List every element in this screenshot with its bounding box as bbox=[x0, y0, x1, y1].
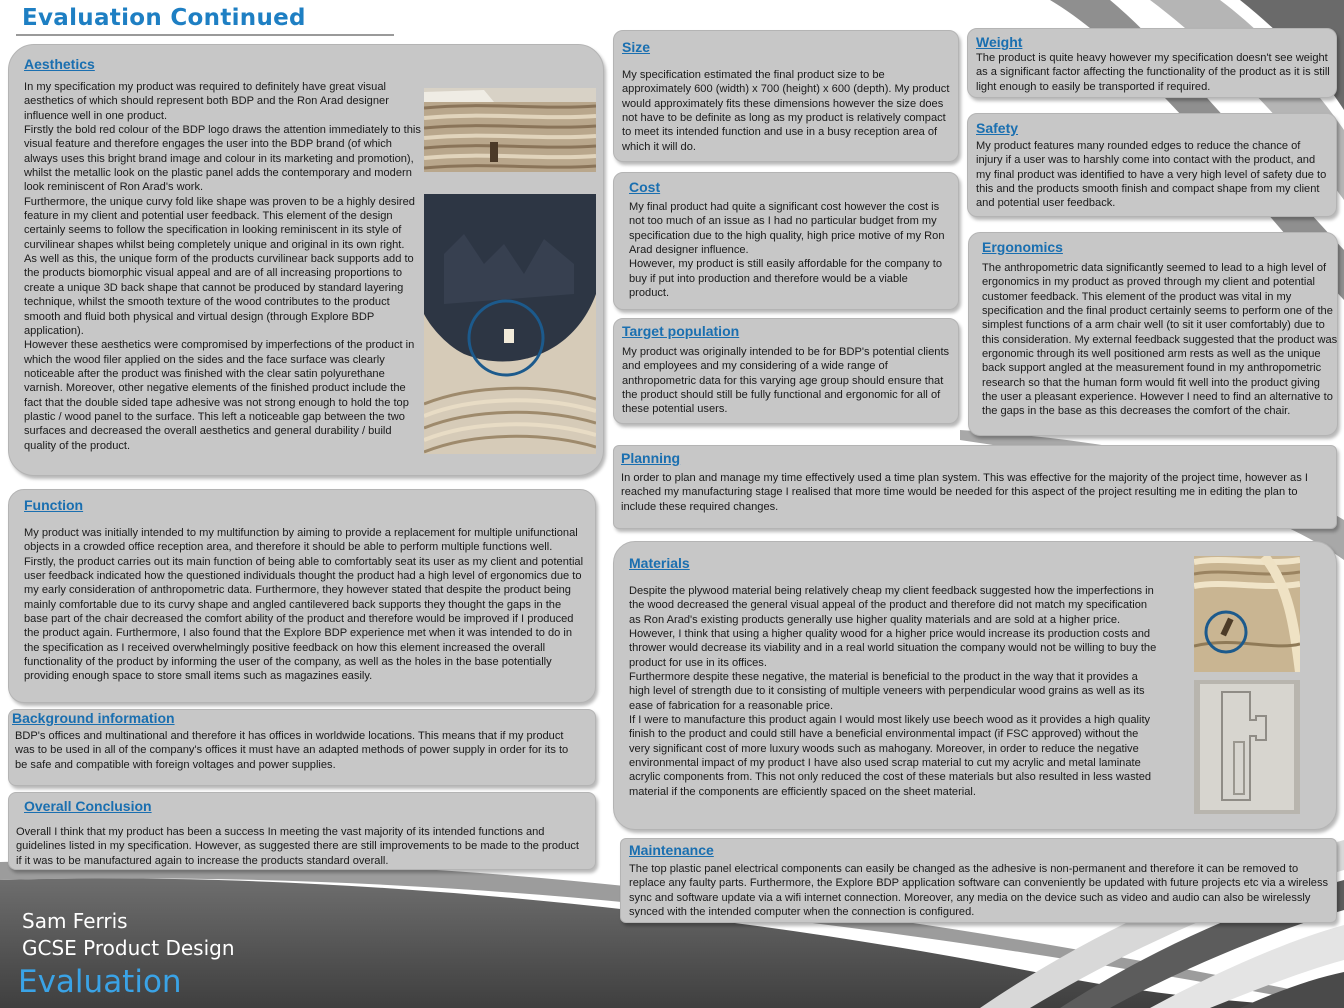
planning-text: In order to plan and manage my time effectively used a time plan system. This was effective for the majority of the project time, however as I reached my manufacturing stage I realised that more time would be needed for this aspect of the project resulting me in editing the plan to include these required changes. bbox=[621, 472, 1308, 513]
weight-panel bbox=[967, 28, 1337, 98]
weight-text: The product is quite heavy however my specification doesn't see weight as a significant factor affecting the functionality of the product as it is still light enough to easily be transported if required. bbox=[976, 52, 1330, 93]
background-information-text: BDP's offices and multinational and therefore it has offices in worldwide locations. This means that if my product was to be used in all of the company's offices it must have an adapted methods of power supply in order for its to be safe and compatible with foreign voltages and power supplies. bbox=[15, 730, 569, 771]
target-population-heading: Target population bbox=[622, 323, 740, 339]
function-text: My product was initially intended to my multifunction by aiming to provide a replacement for multiple unifunctional objects in a crowded office reception area, and therefore it should be able to perform multiple functions well. Firstly, the product carries out its main function of being able to comfortably seat its user as my client and potential user feedback indicated how the questioned individuals thought the product had a high level of ergonomics due to my early consideration of anthropometric data. Furthermore, they however stated that despite the product being mainly comfortable due to its curvy shape and angled cantilevered back supports they thought the gaps in the base part of the chair decreased the comfort ability of the product and therefore would be improved if I produced the product again. Furthermore, I also found that the Explore BDP experience met when it was intended to do in the specification as I received overwhelmingly positive feedback on how this element increased the overall functionality of the product by informing the user of the company, as well as the holes in the base potentially providing enough space to store small items such as magazines easily. bbox=[24, 527, 584, 683]
aesthetics-text bbox=[24, 80, 424, 453]
planning-panel bbox=[613, 445, 1337, 529]
target-population-panel bbox=[613, 318, 959, 424]
size-panel bbox=[613, 30, 959, 162]
materials-paragraph-2: Furthermore despite these negative, the material is beneficial to the product in the way that it provides a high level of strength due to it consisting of multiple veneers with perpendicular wood grains as well as its ease of fabrication for a reasonable price. bbox=[629, 671, 1145, 712]
aesthetics-paragraph-1: In my specification my product was required to definitely have great visual aesthetics of which should represent both BDP and the Ron Arad designer influence well in one product. bbox=[24, 81, 389, 122]
overall-conclusion-text: Overall I think that my product has been a success In meeting the vast majority of its intended functions and guidelines listed in my specification. However, as suggested there are still improvements to be made to the product if it was to be manufactured again to increase the products standard overall. bbox=[16, 826, 579, 867]
safety-panel bbox=[967, 113, 1337, 217]
ergonomics-panel bbox=[968, 232, 1338, 436]
cost-paragraph-1: My final product had quite a significant cost however the cost is not too much of an issue as I had no particular budget from my specification due to the high quality, high price motive of my Ron Arad designer influence. bbox=[629, 201, 945, 257]
author-name: Sam Ferris bbox=[22, 909, 128, 933]
aesthetics-heading: Aesthetics bbox=[24, 56, 95, 72]
acrylic-component-photo bbox=[1194, 680, 1300, 814]
aesthetics-paragraph-3: Furthermore, the unique curvy fold like shape was proven to be a highly desired feature in my client and potential user feedback. This element of the design certainly seems to follow the specification in looking reminiscent in its style of curvilinear shapes whilst being completely unique and original in its own right. bbox=[24, 195, 415, 251]
surface-detail-photo bbox=[424, 194, 596, 454]
course-name: GCSE Product Design bbox=[22, 936, 235, 960]
plywood-detail-photo bbox=[1194, 556, 1300, 672]
wood-layers-photo bbox=[424, 88, 596, 172]
size-heading: Size bbox=[622, 39, 651, 55]
cost-heading: Cost bbox=[629, 179, 661, 195]
ergonomics-text: The anthropometric data significantly seemed to lead to a high level of ergonomics in my product as proved through my client and potential customer feedback. This element of the product was vital in my specification and the final product certainly seems to perform one of the simplest functions of a arm chair well (to sit it user comfortably) due to this consideration. My external feedback suggested that the product was ergonomic through its well positioned arm rests as well as the unique back support angled at the measurement found in my anthropometric research so that the human form would fit well into the product giving the user a pleasant experience. However I need to find an alternative to the gaps in the base as this decreases the comfort of the chair. bbox=[982, 262, 1338, 418]
size-text: My specification estimated the final product size to be approximately 600 (width) x 700 (height) x 600 (depth). My product would approximately fits these dimensions however the size does not have to be definite as long as my product is relatively compact to meet its intended function and use in a busy reception area of which it will do. bbox=[622, 69, 950, 153]
target-population-text: My product was originally intended to be for BDP's potential clients and employees and my considering of a wide range of anthropometric data for this varying age group should ensure that the product should still be fully functional and ergonomic for all of these potential users. bbox=[622, 346, 950, 416]
planning-heading: Planning bbox=[621, 450, 681, 466]
cost-text bbox=[629, 200, 947, 300]
aesthetics-paragraph-2: Firstly the bold red colour of the BDP logo draws the attention immediately to this visual feature and therefore engages the user into the BDP brand (of which always uses this bright brand image and colour in its marketing and promotion), whilst the metallic look on the plastic panel adds the contemporary and modern look reminiscent of Ron Arad's work. bbox=[24, 124, 421, 194]
function-panel bbox=[8, 489, 596, 703]
function-heading: Function bbox=[24, 497, 84, 513]
aesthetics-paragraph-5: However these aesthetics were compromised by imperfections of the product in which the wood filer applied on the sides and the face surface was clearly noticeable after the product was finished with the clear satin polyurethane varnish. Moreover, other negative elements of the finished product include the fact that the double sided tape adhesive was not strong enough to hold the top plastic / wood panel to the surface. This left a noticeable gap between the two surfaces and decreased the overall aesthetics and general durability / build quality of the product. bbox=[24, 339, 415, 452]
maintenance-heading: Maintenance bbox=[629, 842, 714, 858]
materials-paragraph-1: Despite the plywood material being relatively cheap my client feedback suggested how the imperfections in the wood decreased the general visual appeal of the product and therefore did not match my specification as Ron Arad's existing products generally use higher quality materials and are sold at a higher price. However, I think that using a higher quality wood for a higher price would increase its production costs and thrower would decrease its viability and in a real world situation the company would not be willing to buy the product for use in its offices. bbox=[629, 585, 1157, 669]
maintenance-text: The top plastic panel electrical components can easily be changed as the adhesive is non-permanent and therefore it can be removed to replace any faulty parts. Furthermore, the Explore BDP application software can conveniently be updated with future projects etc via a wireless sync and software update via a wifi internet connection. Moreover, any media on the device such as video and audio can also be wirelessly synced with the intended computer when the connection is configured. bbox=[629, 863, 1329, 919]
overall-conclusion-heading: Overall Conclusion bbox=[24, 798, 152, 814]
materials-text bbox=[629, 584, 1157, 799]
weight-heading: Weight bbox=[976, 34, 1023, 50]
cost-panel bbox=[613, 172, 959, 310]
section-title: Evaluation bbox=[18, 964, 182, 1000]
title-underline bbox=[16, 34, 394, 36]
materials-paragraph-3: If I were to manufacture this product again I would most likely use beech wood as it provides a high quality finish to the product and could still have a beneficial environmental impact (if FSC approved) without the very significant cost of more luxury woods such as mahogany. Moreover, in order to reduce the negative environmental impact of my product I have also used scrap material to cut my acrylic and metal laminate acrylic components from. This not only reduced the cost of these materials but also resulted in less wasted material if the components are efficiently spaced on the sheet material. bbox=[629, 714, 1152, 798]
safety-text: My product features many rounded edges to reduce the chance of injury if a user was to harshly come into contact with the product, and my final product was identified to have a very high level of safety due to this and the products smooth finish and compact shape from my client and potential user feedback. bbox=[976, 140, 1327, 210]
materials-heading: Materials bbox=[629, 555, 690, 571]
maintenance-panel bbox=[620, 838, 1337, 923]
ergonomics-heading: Ergonomics bbox=[982, 239, 1063, 255]
cost-paragraph-2: However, my product is still easily affordable for the company to buy if put into production and therefore would be a viable product. bbox=[629, 258, 943, 300]
overall-conclusion-panel bbox=[8, 792, 596, 870]
aesthetics-paragraph-4: As well as this, the unique form of the products curvilinear back supports add to the products biomorphic visual appeal and are of all increasing proportions to create a unique 3D back shape that cannot be produced by standard layering technique, whilst the smooth texture of the wood contributes to the product smooth and fluid both physical and virtual design (through Explore BDP application). bbox=[24, 253, 414, 337]
page-title: Evaluation Continued bbox=[22, 5, 306, 31]
background-information-panel bbox=[8, 709, 596, 786]
safety-heading: Safety bbox=[976, 120, 1019, 136]
background-information-heading: Background information bbox=[12, 710, 175, 726]
